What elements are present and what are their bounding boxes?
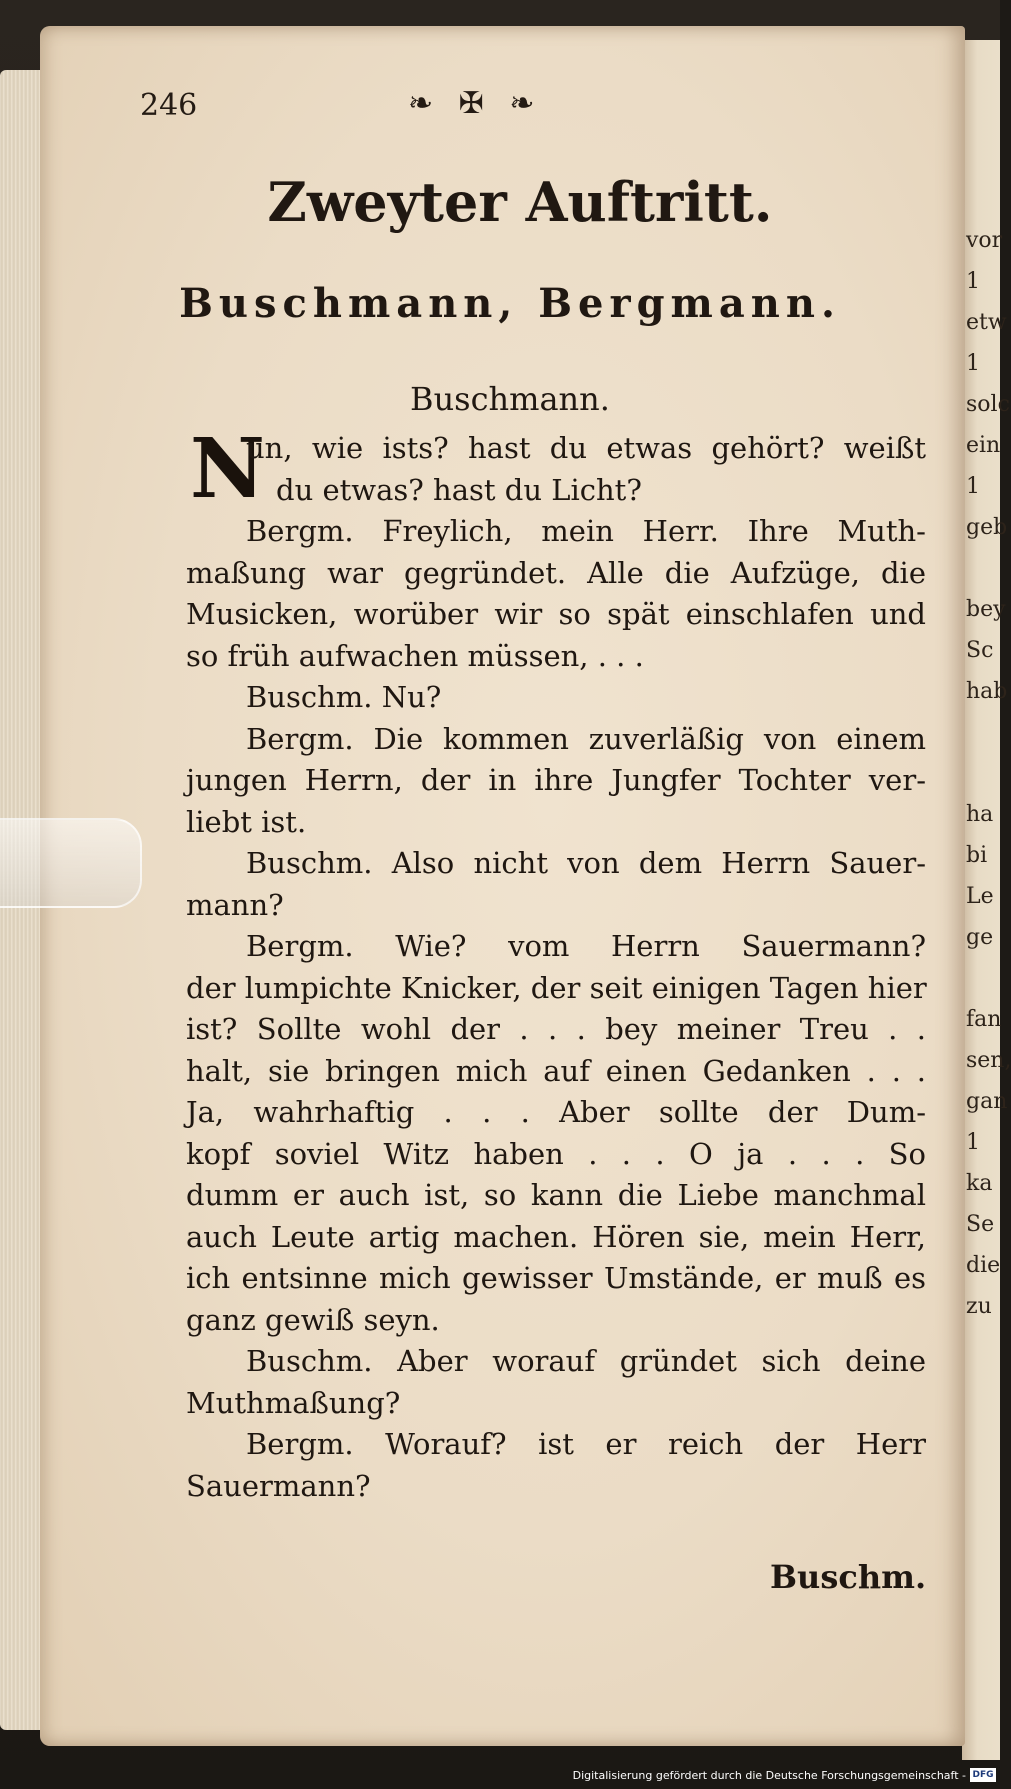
facing-page-fragment: 1	[966, 1130, 980, 1155]
facing-page-fragment: bi	[966, 843, 988, 868]
text-line: Muthmaßung?	[186, 1385, 401, 1420]
text-line: Bergm. Freylich, mein Herr. Ihre Muth-	[246, 514, 926, 548]
text-line: mann?	[186, 887, 284, 922]
dfg-logo: DFG	[970, 1768, 996, 1782]
text-line: jungen Herrn, der in ihre Jungfer Tochter ver-	[186, 763, 926, 797]
text-line: so früh aufwachen müssen, . . .	[186, 638, 644, 673]
scene-title: Zweyter Auftritt.	[267, 170, 773, 234]
facing-page-fragment: ha	[966, 802, 994, 827]
text-line: maßung war gegründet. Alle die Aufzüge, die	[186, 555, 926, 590]
facing-page-fragment: Le	[966, 884, 994, 909]
speaker-heading: Buschmann.	[410, 380, 610, 418]
facing-page-fragment: fan	[966, 1007, 1002, 1032]
text-line: un, wie ists? hast du etwas gehört? weißt	[246, 431, 926, 465]
text-line: Bergm. Wie? vom Herrn Sauermann?	[246, 929, 926, 963]
facing-page-fragment: geb	[966, 515, 1008, 540]
text-line: ich entsinne mich gewisser Umstände, er muß es	[186, 1261, 926, 1295]
facing-page-fragment: sen,	[966, 1048, 1011, 1073]
facing-page-fragment	[966, 958, 1000, 999]
text-line: du etwas? hast du Licht?	[276, 472, 642, 507]
catchword: Buschm.	[770, 1558, 927, 1596]
facing-page-fragment	[966, 548, 1000, 589]
facing-page-text-fragments	[966, 220, 1011, 1540]
text-line: der lumpichte Knicker, der seit einigen Tagen hier	[186, 970, 927, 1005]
text-line: Musicken, worüber wir so spät einschlafen und	[186, 597, 926, 631]
facing-page-fragment: hab	[966, 679, 1008, 704]
text-line: ist? Sollte wohl der . . . bey meiner Treu . .	[186, 1012, 926, 1046]
text-line: Buschm. Nu?	[246, 680, 442, 714]
dialogue-text	[186, 421, 927, 1507]
facing-page-fragment: gan	[966, 1089, 1008, 1114]
text-line: Buschm. Also nicht von dem Herrn Sauer-	[246, 846, 926, 880]
text-line: dumm er auch ist, so kann die Liebe manchmal	[186, 1178, 926, 1212]
facing-page-fragment: Sc	[966, 638, 994, 663]
facing-page-fragment: ein	[966, 433, 1001, 458]
facing-page-fragment: bey	[966, 597, 1006, 622]
facing-page-fragment: 1	[966, 269, 980, 294]
text-line: Sauermann?	[186, 1468, 371, 1503]
text-line: kopf soviel Witz haben . . . O ja . . . So	[186, 1136, 926, 1171]
facing-page-fragment: ge	[966, 925, 994, 950]
text-line: ganz gewiß seyn.	[186, 1302, 440, 1337]
facing-page-fragment: die	[966, 1253, 1001, 1278]
text-line: auch Leute artig machen. Hören sie, mein Herr,	[186, 1219, 926, 1254]
scene-persons: Buschmann, Bergmann.	[179, 280, 841, 327]
text-line: liebt ist.	[186, 804, 307, 839]
facing-page-fragment: vor	[966, 228, 1003, 253]
page-number: 246	[140, 88, 198, 123]
text-line: Bergm. Die kommen zuverläßig von einem	[246, 721, 926, 756]
facing-page-fragment: 1	[966, 351, 980, 376]
header-ornament: ❧ ✠ ❧	[408, 86, 543, 121]
funding-credit: Digitalisierung gefördert durch die Deutsche Forschungsgemeinschaft -	[572, 1769, 966, 1782]
facing-page-fragment: zu	[966, 1294, 992, 1319]
drop-capital: N	[190, 421, 265, 517]
text-line: halt, sie bringen mich auf einen Gedanken . . .	[186, 1053, 926, 1088]
facing-page-fragment: 1	[966, 474, 980, 499]
facing-page-fragment: ka	[966, 1171, 993, 1196]
facing-page-fragment: solc	[966, 392, 1010, 417]
facing-page-fragment	[966, 753, 1000, 794]
facing-page-fragment	[966, 712, 1000, 753]
text-line: Ja, wahrhaftig . . . Aber sollte der Dum-	[186, 1095, 926, 1129]
facing-page-fragment: Se	[966, 1212, 995, 1237]
facing-page-fragment: etw	[966, 310, 1007, 335]
text-line: Bergm. Worauf? ist er reich der Herr	[246, 1427, 926, 1461]
text-line: Buschm. Aber worauf gründet sich deine	[246, 1344, 926, 1378]
page-clip	[0, 818, 142, 908]
